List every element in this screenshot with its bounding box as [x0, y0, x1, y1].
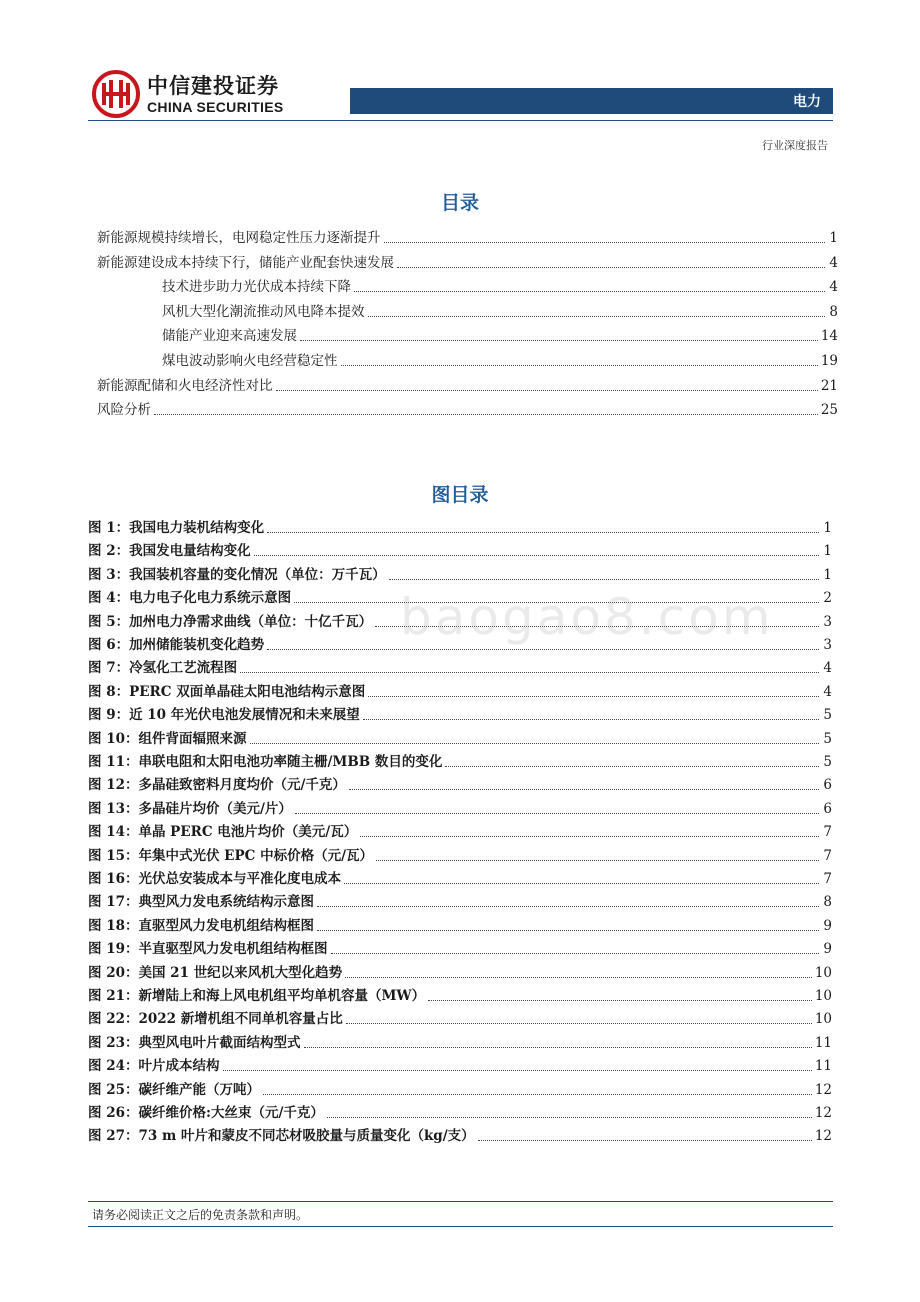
report-type-label: 行业深度报告	[762, 139, 828, 152]
figure-entry[interactable]	[88, 1031, 832, 1053]
toc-entry[interactable]	[162, 275, 838, 297]
dot-leader	[389, 579, 819, 580]
entry-page-number: 1	[823, 520, 832, 536]
dot-leader	[304, 1047, 812, 1048]
dot-leader	[354, 291, 825, 292]
entry-label: 图 20：美国 21 世纪以来风机大型化趋势	[88, 964, 343, 981]
entry-page-number: 4	[823, 683, 832, 700]
dot-leader	[360, 836, 819, 837]
figure-entry[interactable]	[88, 1007, 832, 1029]
entry-page-number: 4	[829, 254, 838, 271]
entry-label: 图 3：我国装机容量的变化情况（单位：万千瓦）	[88, 566, 386, 583]
figure-entry[interactable]	[88, 656, 832, 678]
dot-leader	[344, 883, 819, 884]
entry-label: 图 13：多晶硅片均价（美元/片）	[88, 800, 292, 817]
entry-label: 图 6：加州储能装机变化趋势	[88, 637, 265, 653]
figure-entry[interactable]	[88, 820, 832, 842]
watermark: baogao8.com	[400, 588, 774, 646]
entry-page-number: 12	[814, 1128, 832, 1145]
entry-page-number: 12	[814, 1105, 832, 1121]
entry-page-number: 10	[814, 964, 832, 981]
entry-page-number: 6	[823, 800, 832, 817]
figure-entry[interactable]	[88, 1078, 832, 1100]
entry-page-number: 1	[823, 543, 832, 560]
entry-label: 图 15：年集中式光伏 EPC 中标价格（元/瓦）	[88, 847, 374, 864]
entry-label: 新能源建设成本持续下行，储能产业配套快速发展	[97, 254, 394, 271]
entry-label: 图 7：冷氢化工艺流程图	[88, 660, 238, 677]
entry-label: 储能产业迎来高速发展	[162, 328, 297, 345]
entry-label: 图 9：近 10 年光伏电池发展情况和未来展望	[88, 707, 360, 724]
entry-page-number: 5	[823, 754, 832, 770]
dot-leader	[263, 1094, 812, 1095]
entry-label: 技术进步助力光伏成本持续下降	[162, 279, 351, 296]
entry-page-number: 2	[823, 590, 832, 607]
dot-leader	[363, 719, 819, 720]
entry-page-number: 19	[820, 353, 838, 369]
dot-leader	[317, 930, 819, 931]
dot-leader	[276, 390, 818, 391]
dot-leader	[223, 1070, 812, 1071]
entry-page-number: 11	[814, 1034, 832, 1051]
entry-label: 图 16：光伏总安装成本与平准化度电成本	[88, 871, 341, 887]
dot-leader	[295, 813, 819, 814]
dot-leader	[250, 743, 820, 744]
figure-entry[interactable]	[88, 937, 832, 959]
entry-label: 图 22：2022 新增机组不同单机容量占比	[88, 1011, 343, 1028]
figure-entry[interactable]	[88, 867, 832, 889]
figure-entry[interactable]	[88, 539, 832, 561]
entry-page-number: 7	[823, 824, 832, 841]
figure-entry[interactable]	[88, 1054, 832, 1076]
entry-label: 图 8：PERC 双面单晶硅太阳电池结构示意图	[88, 683, 366, 700]
toc-entry[interactable]	[162, 324, 838, 346]
dot-leader	[154, 414, 818, 415]
entry-page-number: 21	[820, 377, 838, 394]
entry-page-number: 4	[823, 660, 832, 677]
entry-page-number: 7	[823, 847, 832, 864]
footer-divider-bottom	[88, 1226, 833, 1227]
sector-label: 电力	[793, 94, 821, 110]
entry-label: 图 18：直驱型风力发电机组结构框图	[88, 917, 314, 934]
entry-page-number: 1	[829, 230, 838, 246]
footer-disclaimer: 请务必阅读正文之后的免责条款和声明。	[92, 1208, 309, 1222]
figure-entry[interactable]	[88, 1101, 832, 1123]
entry-label: 图 19：半直驱型风力发电机组结构框图	[88, 941, 328, 958]
entry-label: 图 17：典型风力发电系统结构示意图	[88, 894, 314, 911]
entry-label: 煤电波动影响火电经营稳定性	[162, 353, 338, 369]
dot-leader	[327, 1117, 812, 1118]
entry-page-number: 5	[823, 730, 832, 747]
header-divider	[88, 120, 833, 121]
figure-entry[interactable]	[88, 727, 832, 749]
dot-leader	[317, 906, 819, 907]
entry-label: 图 1：我国电力装机结构变化	[88, 520, 265, 536]
entry-label: 图 5：加州电力净需求曲线（单位：十亿千瓦）	[88, 613, 373, 630]
entry-page-number: 5	[823, 707, 832, 724]
entry-label: 图 10：组件背面辐照来源	[88, 730, 247, 747]
figure-entry[interactable]	[88, 680, 832, 702]
figure-entry[interactable]	[88, 890, 832, 912]
figure-entry[interactable]	[88, 961, 832, 983]
toc-entry[interactable]	[97, 251, 838, 273]
china-securities-logo-icon	[92, 70, 140, 118]
toc-entry[interactable]	[162, 349, 838, 371]
figure-entry[interactable]	[88, 797, 832, 819]
entry-label: 风机大型化潮流推动风电降本提效	[162, 303, 365, 320]
brand-name-en: CHINA SECURITIES	[147, 99, 284, 115]
entry-page-number: 1	[823, 566, 832, 583]
entry-page-number: 6	[823, 777, 832, 794]
entry-page-number: 9	[823, 941, 832, 958]
entry-page-number: 7	[823, 871, 832, 887]
dot-leader	[384, 242, 826, 243]
entry-page-number: 3	[823, 613, 832, 630]
entry-label: 图 11：串联电阻和太阳电池功率随主栅/MBB 数目的变化	[88, 754, 443, 770]
entry-page-number: 8	[823, 894, 832, 911]
entry-label: 图 23：典型风电叶片截面结构型式	[88, 1034, 301, 1051]
dot-leader	[341, 365, 818, 366]
figure-entry[interactable]	[88, 563, 832, 585]
entry-page-number: 12	[814, 1081, 832, 1098]
entry-page-number: 9	[823, 917, 832, 934]
dot-leader	[445, 766, 819, 767]
dot-leader	[331, 953, 820, 954]
toc-entry[interactable]	[97, 374, 838, 396]
dot-leader	[428, 1000, 812, 1001]
figure-entry[interactable]	[88, 703, 832, 725]
dot-leader	[349, 789, 819, 790]
dot-leader	[300, 340, 818, 341]
footer-divider	[88, 1201, 833, 1202]
dot-leader	[368, 316, 826, 317]
dot-leader	[345, 977, 812, 978]
dot-leader	[368, 696, 819, 697]
dot-leader	[267, 649, 819, 650]
toc-entry[interactable]	[97, 398, 838, 420]
toc-entry[interactable]	[97, 226, 838, 248]
figures-title: 图目录	[431, 484, 489, 506]
entry-page-number: 10	[814, 1011, 832, 1028]
entry-label: 图 21：新增陆上和海上风电机组平均单机容量（MW）	[88, 988, 426, 1004]
entry-page-number: 14	[820, 328, 838, 345]
entry-label: 图 12：多晶硅致密料月度均价（元/千克）	[88, 777, 346, 794]
dot-leader	[346, 1023, 812, 1024]
entry-page-number: 11	[814, 1058, 832, 1075]
entry-label: 图 14：单晶 PERC 电池片均价（美元/瓦）	[88, 824, 358, 841]
entry-label: 图 26：碳纤维价格:大丝束（元/千克）	[88, 1105, 324, 1121]
figure-entry[interactable]	[88, 516, 832, 538]
header-bar	[350, 88, 833, 114]
figure-entry[interactable]	[88, 844, 832, 866]
figure-entry[interactable]	[88, 914, 832, 936]
entry-page-number: 4	[829, 279, 838, 296]
entry-label: 图 4：电力电子化电力系统示意图	[88, 590, 292, 607]
figure-entry[interactable]	[88, 750, 832, 772]
entry-page-number: 10	[814, 988, 832, 1004]
figure-entry[interactable]	[88, 773, 832, 795]
entry-label: 图 2：我国发电量结构变化	[88, 543, 251, 560]
entry-page-number: 25	[820, 402, 838, 419]
entry-page-number: 8	[829, 303, 838, 320]
entry-label: 图 27：73 m 叶片和蒙皮不同芯材吸胶量与质量变化（kg/支）	[88, 1128, 475, 1145]
toc-title: 目录	[440, 192, 479, 214]
brand-name-cn: 中信建投证券	[147, 74, 279, 98]
dot-leader	[397, 267, 825, 268]
dot-leader	[240, 672, 819, 673]
dot-leader	[267, 532, 819, 533]
dot-leader	[376, 860, 819, 861]
entry-label: 新能源规模持续增长，电网稳定性压力逐渐提升	[97, 230, 381, 246]
figure-entry[interactable]	[88, 984, 832, 1006]
entry-label: 图 25：碳纤维产能（万吨）	[88, 1081, 260, 1098]
dot-leader	[254, 555, 819, 556]
figure-entry[interactable]	[88, 1124, 832, 1146]
entry-label: 图 24：叶片成本结构	[88, 1058, 220, 1075]
entry-page-number: 3	[823, 637, 832, 653]
entry-label: 新能源配储和火电经济性对比	[97, 377, 273, 394]
toc-entry[interactable]	[162, 300, 838, 322]
dot-leader	[478, 1140, 812, 1141]
entry-label: 风险分析	[97, 402, 151, 419]
